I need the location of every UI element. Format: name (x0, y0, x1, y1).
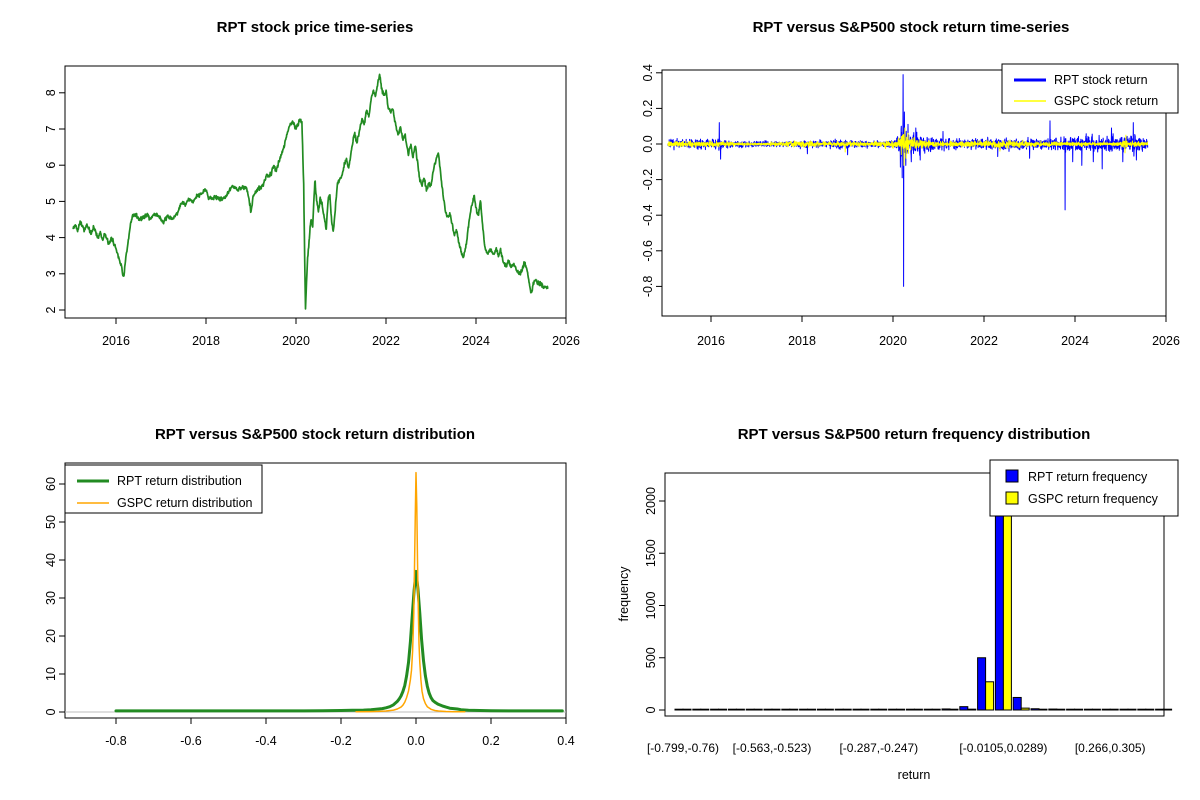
y-tick-label: -0.4 (641, 204, 655, 226)
y-axis (44, 477, 65, 715)
x-tick-label: -0.6 (180, 734, 202, 748)
gspc-freq-bar (1128, 709, 1136, 710)
gspc-freq-bar (719, 709, 727, 710)
x-axis (647, 741, 1146, 755)
x-tick-label: 2026 (552, 334, 580, 348)
y-tick-label: -0.2 (641, 168, 655, 191)
x-tick-label: 0.0 (407, 734, 425, 748)
gspc-freq-bar (861, 709, 869, 710)
panel-title: RPT stock price time-series (216, 19, 414, 36)
x-tick-label: 2022 (372, 334, 400, 348)
rpt-freq-bar (1013, 697, 1021, 710)
gspc-freq-bar (1075, 709, 1083, 710)
x-tick-label: 2020 (879, 334, 907, 348)
rpt-freq-bar (675, 709, 683, 710)
x-tick-label: 2018 (788, 334, 816, 348)
gspc-freq-bar (914, 709, 922, 710)
rpt-freq-bar (764, 709, 772, 710)
legend-return-timeseries (1002, 64, 1178, 113)
y-tick-label: 3 (44, 270, 58, 278)
x-tick-label: -0.2 (330, 734, 352, 748)
bin-label: [0.266,0.305) (1074, 741, 1146, 755)
legend-label: RPT return frequency (1028, 470, 1148, 484)
gspc-freq-bar (736, 709, 744, 710)
x-axis (105, 718, 575, 748)
rpt-freq-bar (906, 709, 914, 710)
gspc-freq-bar (986, 682, 994, 710)
rpt-freq-bar (1031, 709, 1039, 710)
y-tick-label: 10 (44, 667, 58, 681)
rpt-freq-bar (978, 658, 986, 710)
rpt-freq-bar (1102, 709, 1110, 710)
gspc-freq-bar (968, 709, 976, 710)
gspc-freq-bar (1146, 709, 1154, 710)
bin-label: [-0.0105,0.0289) (959, 741, 1048, 755)
y-tick-label: 2000 (644, 487, 658, 515)
price-plot-area (44, 66, 580, 348)
panel-return-timeseries (641, 19, 1180, 348)
x-tick-label: 2026 (1152, 334, 1180, 348)
gspc-freq-bar (950, 709, 958, 710)
y-tick-label: 0 (44, 708, 58, 716)
panel-title: RPT versus S&P500 return frequency distribution (737, 426, 1091, 443)
rpt-density-curve (116, 571, 562, 711)
rpt-freq-bar (889, 709, 897, 710)
y-tick-label: 7 (44, 125, 58, 133)
y-axis (641, 64, 662, 297)
y-tick-label: -0.8 (641, 275, 655, 298)
panel-title: RPT versus S&P500 stock return distribution (154, 426, 476, 443)
rpt-freq-bar (924, 709, 932, 710)
x-tick-label: 2016 (697, 334, 725, 348)
y-tick-label: 50 (44, 515, 58, 529)
rpt-freq-bar (960, 707, 968, 710)
legend-label: GSPC return frequency (1028, 492, 1158, 506)
legend-label: RPT return distribution (117, 474, 242, 488)
panel-return-frequency (617, 426, 1178, 782)
legend-label: GSPC stock return (1054, 94, 1159, 108)
gspc-freq-bar (790, 709, 798, 710)
gspc-freq-bar (1164, 709, 1172, 710)
y-tick-label: -0.6 (641, 240, 655, 262)
x-tick-label: 0.4 (557, 734, 575, 748)
gspc-freq-bar (1039, 709, 1047, 710)
rpt-freq-bar (782, 709, 790, 710)
bin-label: [-0.799,-0.76) (646, 741, 720, 755)
rpt-freq-bar (817, 709, 825, 710)
gspc-freq-bar (1003, 485, 1011, 710)
gspc-freq-bar (932, 709, 940, 710)
gspc-freq-bar (683, 709, 691, 710)
rpt-freq-bar (853, 709, 861, 710)
rpt-freq-bar (746, 709, 754, 710)
y-tick-label: 0.2 (641, 99, 655, 118)
gspc-freq-bar (754, 709, 762, 710)
y-tick-label: 500 (644, 647, 658, 669)
legend-square-swatch-rpt (1006, 470, 1018, 482)
x-tick-label: 2024 (1061, 334, 1089, 348)
y-axis (44, 89, 65, 313)
x-tick-label: 2022 (970, 334, 998, 348)
legend-square-swatch-gspc (1006, 492, 1018, 504)
gspc-freq-bar (1021, 708, 1029, 710)
gspc-freq-bar (1092, 709, 1100, 710)
gspc-freq-bar (1110, 709, 1118, 710)
gspc-freq-bar (772, 709, 780, 710)
rpt-freq-bar (693, 709, 701, 710)
y-tick-label: 5 (44, 197, 58, 205)
y-tick-label: 0.4 (641, 64, 655, 82)
x-tick-label: 2020 (282, 334, 310, 348)
x-axis-label: return (897, 768, 931, 782)
y-tick-label: 60 (44, 477, 58, 491)
rpt-freq-bar (835, 709, 843, 710)
x-axis (697, 316, 1180, 348)
rpt-freq-bar (1120, 709, 1128, 710)
y-axis (644, 487, 665, 713)
gspc-freq-bar (879, 709, 887, 710)
y-tick-label: 40 (44, 553, 58, 567)
x-axis (102, 318, 580, 348)
gspc-freq-bar (897, 709, 905, 710)
rpt-freq-bar (728, 709, 736, 710)
gspc-freq-bar (1057, 709, 1065, 710)
x-tick-label: 2024 (462, 334, 490, 348)
bin-label: [-0.563,-0.523) (732, 741, 812, 755)
y-tick-label: 2 (44, 306, 58, 314)
gspc-freq-bar (825, 709, 833, 710)
y-tick-label: 6 (44, 161, 58, 169)
x-tick-label: -0.8 (105, 734, 127, 748)
y-tick-label: 30 (44, 591, 58, 605)
gspc-freq-bar (701, 709, 709, 710)
bin-label: [-0.287,-0.247) (839, 741, 919, 755)
panel-title: RPT versus S&P500 stock return time-series (752, 19, 1070, 36)
rpt-freq-bar (1138, 709, 1146, 710)
rpt-freq-bar (800, 709, 808, 710)
panel-return-distribution (44, 426, 575, 748)
legend-label: RPT stock return (1054, 73, 1148, 87)
rpt-freq-bar (1084, 709, 1092, 710)
y-tick-label: 4 (44, 234, 58, 242)
y-tick-label: 20 (44, 629, 58, 643)
x-tick-label: -0.4 (255, 734, 277, 748)
x-tick-label: 2018 (192, 334, 220, 348)
legend-return-distribution (65, 465, 262, 513)
gspc-freq-bar (843, 709, 851, 710)
x-tick-label: 0.2 (482, 734, 500, 748)
legend-label: GSPC return distribution (117, 496, 253, 510)
rpt-price-line (73, 74, 548, 309)
rpt-freq-bar (1156, 709, 1164, 710)
x-tick-label: 2016 (102, 334, 130, 348)
rpt-freq-bar (871, 709, 879, 710)
panel-price-timeseries (44, 19, 580, 348)
y-tick-label: 0.0 (641, 135, 655, 153)
y-tick-label: 1500 (644, 539, 658, 568)
y-axis-label: frequency (617, 566, 631, 622)
legend-return-frequency (990, 460, 1178, 516)
y-tick-label: 0 (644, 706, 658, 714)
rpt-freq-bar (1067, 709, 1075, 710)
rpt-freq-bar (942, 709, 950, 710)
rpt-freq-bar (1049, 709, 1057, 710)
gspc-freq-bar (808, 709, 816, 710)
y-tick-label: 1000 (644, 591, 658, 620)
rpt-freq-bar (711, 709, 719, 710)
legend-box (990, 460, 1178, 516)
y-tick-label: 8 (44, 89, 58, 97)
gspc-density-curve (356, 473, 465, 712)
